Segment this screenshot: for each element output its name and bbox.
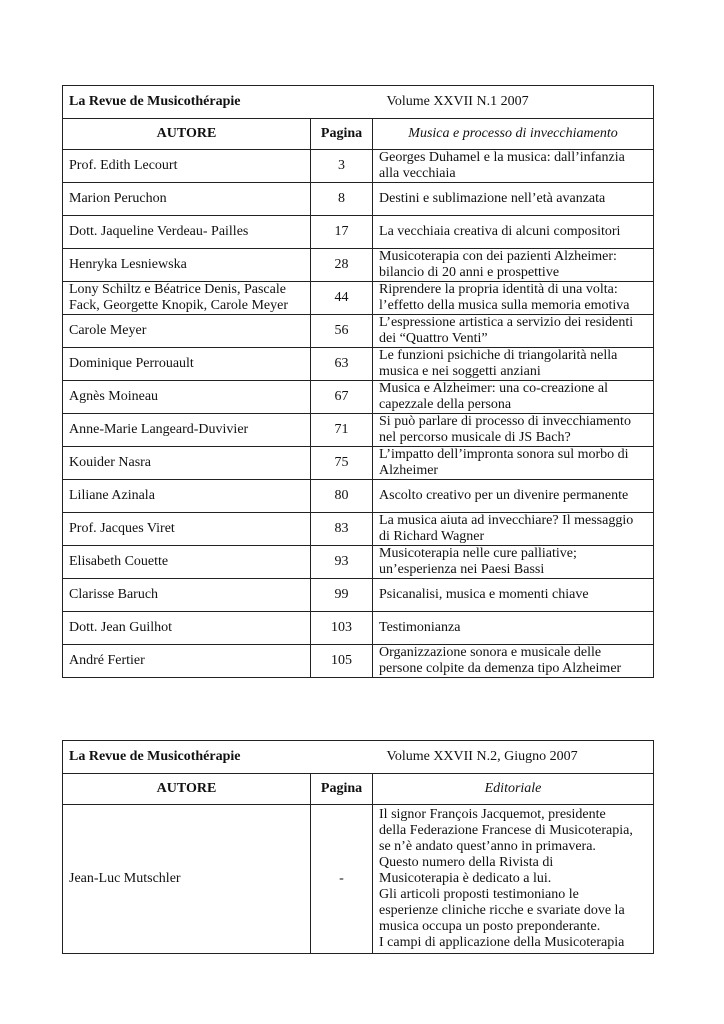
author-column-header: AUTORE xyxy=(63,774,311,805)
article-title-cell: Ascolto creativo per un divenire permanente xyxy=(373,480,654,513)
table-row xyxy=(63,348,654,381)
theme-column-header: Editoriale xyxy=(373,774,654,805)
editorial-line: Il signor François Jacquemot, presidente xyxy=(379,807,606,822)
page-cell: 83 xyxy=(311,513,373,546)
table-row xyxy=(63,645,654,678)
editorial-line: I campi di applicazione della Musicoterapia xyxy=(379,935,625,950)
table-title-row xyxy=(63,86,654,119)
editorial-text-cell xyxy=(373,805,654,954)
contents-table-vol27-n2 xyxy=(62,740,654,954)
article-title-cell: L’espressione artistica a servizio dei residenti dei “Quattro Venti” xyxy=(373,315,654,348)
article-title-cell: La musica aiuta ad invecchiare? Il messaggio di Richard Wagner xyxy=(373,513,654,546)
editorial-line: Gli articoli proposti testimoniano le xyxy=(379,887,579,902)
article-title-cell: Musicoterapia nelle cure palliative; un’esperienza nei Paesi Bassi xyxy=(373,546,654,579)
page-cell: 99 xyxy=(311,579,373,612)
author-cell: Anne-Marie Langeard-Duvivier xyxy=(63,414,311,447)
journal-name: La Revue de Musicothérapie xyxy=(63,741,373,774)
article-title-cell: Musicoterapia con dei pazienti Alzheimer: bilancio di 20 anni e prospettive xyxy=(373,249,654,282)
table-row xyxy=(63,150,654,183)
table-row xyxy=(63,183,654,216)
article-title-cell: Musica e Alzheimer: una co-creazione al capezzale della persona xyxy=(373,381,654,414)
author-cell: Dott. Jaqueline Verdeau- Pailles xyxy=(63,216,311,249)
table-header-row xyxy=(63,119,654,150)
page-cell: 105 xyxy=(311,645,373,678)
page-cell: 63 xyxy=(311,348,373,381)
article-title-cell: Le funzioni psichiche di triangolarità nella musica e nei soggetti anziani xyxy=(373,348,654,381)
table-row xyxy=(63,513,654,546)
table-row xyxy=(63,546,654,579)
editorial-line: esperienze cliniche ricche e svariate dove la xyxy=(379,903,625,918)
page-cell: 67 xyxy=(311,381,373,414)
article-title-cell: Organizzazione sonora e musicale delle persone colpite da demenza tipo Alzheimer xyxy=(373,645,654,678)
author-cell: Prof. Jacques Viret xyxy=(63,513,311,546)
page-column-header: Pagina xyxy=(311,774,373,805)
author-cell: Prof. Edith Lecourt xyxy=(63,150,311,183)
editorial-line: Questo numero della Rivista di xyxy=(379,855,554,870)
article-title-cell: L’impatto dell’impronta sonora sul morbo di Alzheimer xyxy=(373,447,654,480)
table-row xyxy=(63,315,654,348)
table-row xyxy=(63,612,654,645)
article-title-cell: Psicanalisi, musica e momenti chiave xyxy=(373,579,654,612)
theme-column-header: Musica e processo di invecchiamento xyxy=(373,119,654,150)
author-cell: Kouider Nasra xyxy=(63,447,311,480)
volume-label: Volume XXVII N.2, Giugno 2007 xyxy=(373,741,654,774)
article-title-cell: Si può parlare di processo di invecchiamento nel percorso musicale di JS Bach? xyxy=(373,414,654,447)
table-row xyxy=(63,579,654,612)
page-cell: 56 xyxy=(311,315,373,348)
table-row xyxy=(63,249,654,282)
page-cell: - xyxy=(311,805,373,954)
table-row xyxy=(63,805,654,954)
page-cell: 103 xyxy=(311,612,373,645)
author-cell: Marion Peruchon xyxy=(63,183,311,216)
author-cell: Agnès Moineau xyxy=(63,381,311,414)
article-title-cell: Destini e sublimazione nell’età avanzata xyxy=(373,183,654,216)
table-row xyxy=(63,381,654,414)
author-cell: Dott. Jean Guilhot xyxy=(63,612,311,645)
journal-name: La Revue de Musicothérapie xyxy=(63,86,373,119)
page-cell: 28 xyxy=(311,249,373,282)
author-cell: Lony Schiltz e Béatrice Denis, Pascale Fack, Georgette Knopik, Carole Meyer xyxy=(63,282,311,315)
page-cell: 93 xyxy=(311,546,373,579)
table-title-row xyxy=(63,741,654,774)
author-cell: Clarisse Baruch xyxy=(63,579,311,612)
contents-table-vol27-n1 xyxy=(62,85,654,678)
page-cell: 80 xyxy=(311,480,373,513)
page-column-header: Pagina xyxy=(311,119,373,150)
volume-label: Volume XXVII N.1 2007 xyxy=(373,86,654,119)
author-cell: Dominique Perrouault xyxy=(63,348,311,381)
article-title-cell: Georges Duhamel e la musica: dall’infanzia alla vecchiaia xyxy=(373,150,654,183)
table-row xyxy=(63,216,654,249)
author-cell: André Fertier xyxy=(63,645,311,678)
page-cell: 3 xyxy=(311,150,373,183)
author-cell: Henryka Lesniewska xyxy=(63,249,311,282)
editorial-line: musica occupa un posto preponderante. xyxy=(379,919,601,934)
article-title-cell: Testimonianza xyxy=(373,612,654,645)
editorial-line: se n’è andato quest’anno in primavera. xyxy=(379,839,596,854)
page-cell: 17 xyxy=(311,216,373,249)
table-row xyxy=(63,414,654,447)
page-cell: 8 xyxy=(311,183,373,216)
page-cell: 71 xyxy=(311,414,373,447)
author-column-header: AUTORE xyxy=(63,119,311,150)
table-row xyxy=(63,480,654,513)
article-title-cell: La vecchiaia creativa di alcuni compositori xyxy=(373,216,654,249)
page-cell: 75 xyxy=(311,447,373,480)
author-cell: Carole Meyer xyxy=(63,315,311,348)
article-title-cell: Riprendere la propria identità di una volta: l’effetto della musica sulla memoria emotiva xyxy=(373,282,654,315)
table-header-row xyxy=(63,774,654,805)
author-cell: Jean-Luc Mutschler xyxy=(63,805,311,954)
table-row xyxy=(63,447,654,480)
author-cell: Liliane Azinala xyxy=(63,480,311,513)
editorial-line: Musicoterapia è dedicato a lui. xyxy=(379,871,552,886)
table-row xyxy=(63,282,654,315)
author-cell: Elisabeth Couette xyxy=(63,546,311,579)
page-cell: 44 xyxy=(311,282,373,315)
editorial-line: della Federazione Francese di Musicoterapia, xyxy=(379,823,633,838)
